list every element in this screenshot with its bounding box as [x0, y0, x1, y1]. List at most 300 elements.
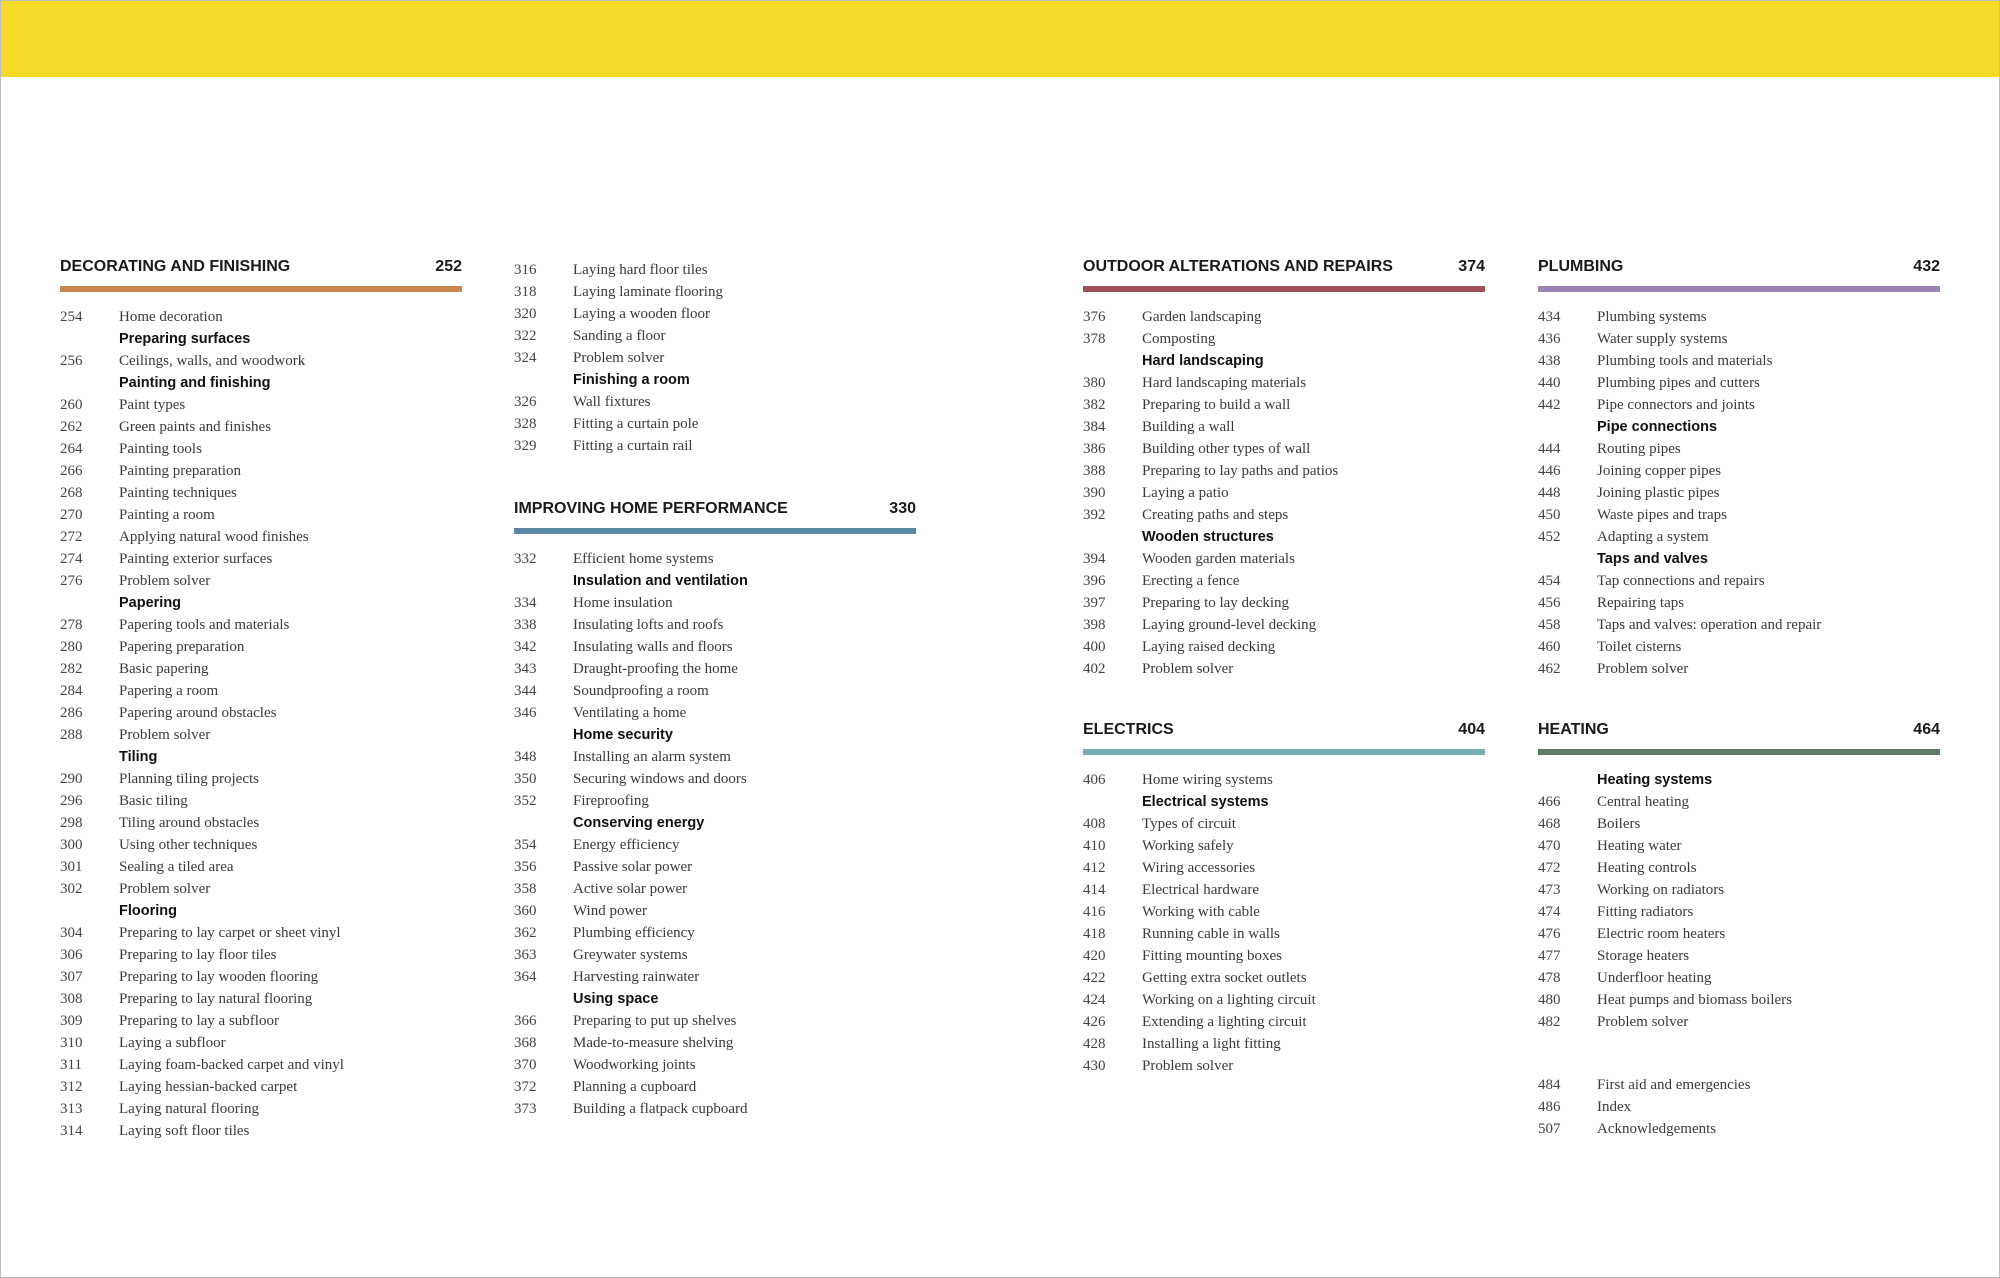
- entry-page-number: 302: [60, 881, 83, 897]
- entry-page-number: 392: [1083, 507, 1106, 523]
- entry-label: Applying natural wood finishes: [119, 529, 309, 545]
- entry-label: Taps and valves: operation and repair: [1597, 617, 1822, 633]
- toc-subheading: [60, 900, 462, 922]
- entry-label: Home decoration: [119, 309, 223, 325]
- entry-label: Preparing to lay wooden flooring: [119, 969, 319, 985]
- entry-label: Preparing to put up shelves: [573, 1013, 737, 1029]
- entry-page-number: 484: [1538, 1077, 1561, 1093]
- toc-entry: [1538, 460, 1940, 482]
- entry-page-number: 370: [514, 1057, 537, 1073]
- toc-entry: [514, 878, 916, 900]
- entry-page-number: 318: [514, 284, 537, 300]
- entry-page-number: 363: [514, 947, 537, 963]
- toc-entry: [1083, 306, 1485, 328]
- toc-entry: [1083, 1055, 1485, 1077]
- entry-label: First aid and emergencies: [1597, 1077, 1751, 1093]
- entry-label: Fitting a curtain pole: [573, 416, 699, 432]
- entry-label: Installing a light fitting: [1142, 1036, 1281, 1052]
- entry-label: Tiling around obstacles: [119, 815, 260, 831]
- entry-page-number: 306: [60, 947, 83, 963]
- entry-page-number: 384: [1083, 419, 1106, 435]
- entry-page-number: 460: [1538, 639, 1561, 655]
- entry-page-number: 400: [1083, 639, 1106, 655]
- toc-entry: [1538, 526, 1940, 548]
- entry-page-number: 458: [1538, 617, 1561, 633]
- section-header: [1538, 258, 1940, 280]
- toc-entry: [514, 834, 916, 856]
- section-rule: [1538, 286, 1940, 292]
- toc-entry: [60, 856, 462, 878]
- entry-page-number: 474: [1538, 904, 1561, 920]
- entry-page-number: 276: [60, 573, 83, 589]
- toc-subheading: [60, 592, 462, 614]
- section-decorating-continued: [514, 259, 916, 457]
- entry-page-number: 354: [514, 837, 537, 853]
- entry-label: Joining copper pipes: [1597, 463, 1722, 479]
- entry-label: Preparing to build a wall: [1142, 397, 1291, 413]
- section-page-number: 464: [1913, 721, 1940, 738]
- entry-label: Problem solver: [1597, 1014, 1689, 1030]
- toc-entry: [60, 1010, 462, 1032]
- entry-label: Sealing a tiled area: [119, 859, 234, 875]
- section-title: IMPROVING HOME PERFORMANCE: [514, 500, 788, 517]
- entry-label: Preparing to lay carpet or sheet vinyl: [119, 925, 341, 941]
- toc-entry: [60, 922, 462, 944]
- entry-page-number: 311: [60, 1057, 82, 1073]
- entry-page-number: 256: [60, 353, 83, 369]
- entry-page-number: 343: [514, 661, 537, 677]
- entry-label: Laying a patio: [1142, 485, 1229, 501]
- section-plumbing: [1538, 258, 1940, 680]
- toc-entry: [1083, 394, 1485, 416]
- toc-entry: [60, 570, 462, 592]
- section-page-number: 404: [1458, 721, 1485, 738]
- toc-entry: [1538, 967, 1940, 989]
- entry-page-number: 342: [514, 639, 537, 655]
- entry-label: Painting exterior surfaces: [119, 551, 273, 567]
- subheading-label: Finishing a room: [573, 372, 690, 388]
- toc-entry: [514, 259, 916, 281]
- entry-label: Basic tiling: [119, 793, 188, 809]
- toc-subheading: [514, 812, 916, 834]
- entry-label: Papering around obstacles: [119, 705, 277, 721]
- section-rule: [1538, 749, 1940, 755]
- entry-page-number: 350: [514, 771, 537, 787]
- entry-page-number: 334: [514, 595, 537, 611]
- entry-page-number: 442: [1538, 397, 1561, 413]
- entry-page-number: 373: [514, 1101, 537, 1117]
- entry-label: Extending a lighting circuit: [1142, 1014, 1307, 1030]
- entry-page-number: 466: [1538, 794, 1561, 810]
- toc-entry: [1083, 614, 1485, 636]
- entry-page-number: 280: [60, 639, 83, 655]
- entry-page-number: 286: [60, 705, 83, 721]
- entry-page-number: 328: [514, 416, 537, 432]
- entry-label: Central heating: [1597, 794, 1690, 810]
- toc-subheading: [514, 988, 916, 1010]
- toc-entry: [514, 856, 916, 878]
- entry-page-number: 312: [60, 1079, 83, 1095]
- entry-label: Garden landscaping: [1142, 309, 1262, 325]
- section-title: OUTDOOR ALTERATIONS AND REPAIRS: [1083, 258, 1393, 275]
- subheading-label: Tiling: [119, 749, 158, 765]
- section-rule: [60, 286, 462, 292]
- section-page-number: 374: [1458, 258, 1485, 275]
- entry-label: Fitting mounting boxes: [1142, 948, 1283, 964]
- entry-label: Paint types: [119, 397, 186, 413]
- toc-entry: [514, 548, 916, 570]
- entry-label: Types of circuit: [1142, 816, 1236, 832]
- section-rule: [1083, 286, 1485, 292]
- toc-entry: [60, 834, 462, 856]
- entry-page-number: 398: [1083, 617, 1106, 633]
- section-header: [1538, 721, 1940, 743]
- toc-entry: [1083, 592, 1485, 614]
- entry-list: [1083, 306, 1485, 680]
- entry-label: Electrical hardware: [1142, 882, 1260, 898]
- entry-page-number: 440: [1538, 375, 1561, 391]
- entry-label: Using other techniques: [119, 837, 258, 853]
- entry-label: Greywater systems: [573, 947, 688, 963]
- toc-entry: [1538, 372, 1940, 394]
- entry-label: Building other types of wall: [1142, 441, 1311, 457]
- entry-page-number: 446: [1538, 463, 1561, 479]
- section-outdoor: [1083, 258, 1485, 680]
- toc-entry: [1538, 1074, 1940, 1096]
- toc-entry: [1083, 504, 1485, 526]
- entry-page-number: 406: [1083, 772, 1106, 788]
- entry-list: [1538, 1074, 1940, 1140]
- toc-entry: [60, 680, 462, 702]
- toc-entry: [60, 614, 462, 636]
- toc-entry: [1083, 945, 1485, 967]
- entry-label: Made-to-measure shelving: [573, 1035, 734, 1051]
- entry-page-number: 338: [514, 617, 537, 633]
- toc-entry: [60, 768, 462, 790]
- entry-label: Laying hard floor tiles: [573, 262, 708, 278]
- entry-page-number: 412: [1083, 860, 1106, 876]
- toc-entry: [60, 1076, 462, 1098]
- entry-page-number: 473: [1538, 882, 1561, 898]
- toc-entry: [1538, 835, 1940, 857]
- entry-label: Installing an alarm system: [573, 749, 731, 765]
- entry-page-number: 372: [514, 1079, 537, 1095]
- toc-entry: [60, 878, 462, 900]
- section-electrics: [1083, 721, 1485, 1077]
- toc-entry: [1538, 482, 1940, 504]
- toc-entry: [514, 391, 916, 413]
- entry-page-number: 480: [1538, 992, 1561, 1008]
- toc-entry: [1083, 328, 1485, 350]
- entry-page-number: 264: [60, 441, 83, 457]
- entry-label: Insulating walls and floors: [573, 639, 733, 655]
- entry-label: Ventilating a home: [573, 705, 687, 721]
- toc-entry: [1083, 923, 1485, 945]
- toc-subheading: [1538, 416, 1940, 438]
- toc-entry: [1538, 306, 1940, 328]
- toc-entry: [514, 1032, 916, 1054]
- toc-entry: [1083, 901, 1485, 923]
- entry-page-number: 316: [514, 262, 537, 278]
- entry-label: Working safely: [1142, 838, 1234, 854]
- entry-page-number: 296: [60, 793, 83, 809]
- entry-label: Fitting radiators: [1597, 904, 1694, 920]
- entry-label: Home wiring systems: [1142, 772, 1273, 788]
- entry-label: Laying hessian-backed carpet: [119, 1079, 298, 1095]
- toc-subheading: [514, 369, 916, 391]
- toc-entry: [1083, 835, 1485, 857]
- toc-subheading: [1083, 791, 1485, 813]
- entry-label: Toilet cisterns: [1597, 639, 1682, 655]
- entry-label: Painting techniques: [119, 485, 237, 501]
- subheading-label: Home security: [573, 727, 673, 743]
- entry-label: Working on a lighting circuit: [1142, 992, 1316, 1008]
- subheading-label: Preparing surfaces: [119, 331, 251, 347]
- entry-page-number: 360: [514, 903, 537, 919]
- toc-entry: [514, 1054, 916, 1076]
- entry-label: Active solar power: [573, 881, 688, 897]
- entry-page-number: 507: [1538, 1121, 1561, 1137]
- entry-label: Preparing to lay decking: [1142, 595, 1290, 611]
- entry-page-number: 410: [1083, 838, 1106, 854]
- entry-label: Heat pumps and biomass boilers: [1597, 992, 1792, 1008]
- entry-page-number: 348: [514, 749, 537, 765]
- entry-page-number: 304: [60, 925, 83, 941]
- entry-label: Plumbing pipes and cutters: [1597, 375, 1760, 391]
- subheading-label: Taps and valves: [1597, 551, 1708, 567]
- entry-label: Home insulation: [573, 595, 673, 611]
- entry-page-number: 424: [1083, 992, 1106, 1008]
- entry-label: Laying natural flooring: [119, 1101, 259, 1117]
- entry-page-number: 329: [514, 438, 537, 454]
- section-page-number: 252: [435, 258, 462, 275]
- entry-page-number: 416: [1083, 904, 1106, 920]
- toc-entry: [60, 548, 462, 570]
- entry-label: Wooden garden materials: [1142, 551, 1295, 567]
- entry-page-number: 468: [1538, 816, 1561, 832]
- toc-entry: [514, 944, 916, 966]
- entry-label: Laying foam-backed carpet and vinyl: [119, 1057, 344, 1073]
- toc-entry: [60, 966, 462, 988]
- entry-page-number: 450: [1538, 507, 1561, 523]
- toc-entry: [60, 1098, 462, 1120]
- entry-label: Getting extra socket outlets: [1142, 970, 1307, 986]
- toc-entry: [1538, 1096, 1940, 1118]
- toc-entry: [514, 702, 916, 724]
- entry-page-number: 478: [1538, 970, 1561, 986]
- entry-page-number: 396: [1083, 573, 1106, 589]
- section-header: [514, 500, 916, 522]
- entry-label: Repairing taps: [1597, 595, 1685, 611]
- toc-entry: [514, 658, 916, 680]
- toc-entry: [1538, 592, 1940, 614]
- subheading-label: Wooden structures: [1142, 529, 1274, 545]
- entry-page-number: 470: [1538, 838, 1561, 854]
- entry-label: Acknowledgements: [1597, 1121, 1717, 1137]
- subheading-label: Conserving energy: [573, 815, 705, 831]
- section-header: [1083, 258, 1485, 280]
- subheading-label: Painting and finishing: [119, 375, 271, 391]
- entry-page-number: 397: [1083, 595, 1106, 611]
- entry-page-number: 382: [1083, 397, 1106, 413]
- entry-page-number: 266: [60, 463, 83, 479]
- toc-entry: [60, 460, 462, 482]
- toc-entry: [1538, 1011, 1940, 1033]
- entry-label: Plumbing efficiency: [573, 925, 695, 941]
- entry-page-number: 288: [60, 727, 83, 743]
- entry-page-number: 322: [514, 328, 537, 344]
- toc-entry: [1083, 769, 1485, 791]
- toc-entry: [514, 347, 916, 369]
- subheading-label: Papering: [119, 595, 182, 611]
- entry-label: Heating water: [1597, 838, 1682, 854]
- entry-page-number: 438: [1538, 353, 1561, 369]
- entry-page-number: 454: [1538, 573, 1561, 589]
- entry-page-number: 418: [1083, 926, 1106, 942]
- entry-label: Underfloor heating: [1597, 970, 1712, 986]
- entry-page-number: 272: [60, 529, 83, 545]
- toc-entry: [1083, 482, 1485, 504]
- toc-entry: [1538, 813, 1940, 835]
- entry-label: Heating controls: [1597, 860, 1697, 876]
- entry-page-number: 298: [60, 815, 83, 831]
- toc-entry: [60, 658, 462, 680]
- entry-page-number: 352: [514, 793, 537, 809]
- entry-page-number: 430: [1083, 1058, 1106, 1074]
- entry-page-number: 268: [60, 485, 83, 501]
- entry-label: Planning a cupboard: [573, 1079, 697, 1095]
- subheading-label: Hard landscaping: [1142, 353, 1264, 369]
- entry-page-number: 309: [60, 1013, 83, 1029]
- entry-label: Planning tiling projects: [119, 771, 259, 787]
- entry-page-number: 428: [1083, 1036, 1106, 1052]
- toc-entry: [514, 1098, 916, 1120]
- toc-entry: [1538, 438, 1940, 460]
- entry-label: Preparing to lay paths and patios: [1142, 463, 1339, 479]
- toc-entry: [60, 724, 462, 746]
- entry-label: Wiring accessories: [1142, 860, 1256, 876]
- toc-entry: [60, 1054, 462, 1076]
- entry-page-number: 390: [1083, 485, 1106, 501]
- toc-entry: [514, 592, 916, 614]
- toc-entry: [1538, 636, 1940, 658]
- entry-page-number: 378: [1083, 331, 1106, 347]
- entry-label: Sanding a floor: [573, 328, 666, 344]
- toc-entry: [60, 1120, 462, 1142]
- entry-page-number: 380: [1083, 375, 1106, 391]
- entry-label: Electric room heaters: [1597, 926, 1726, 942]
- entry-page-number: 426: [1083, 1014, 1106, 1030]
- entry-label: Creating paths and steps: [1142, 507, 1289, 523]
- toc-entry: [514, 790, 916, 812]
- toc-subheading: [514, 724, 916, 746]
- toc-entry: [1083, 1033, 1485, 1055]
- toc-entry: [1083, 460, 1485, 482]
- entry-list: [514, 548, 916, 1120]
- toc-entry: [60, 350, 462, 372]
- toc-entry: [1083, 548, 1485, 570]
- entry-label: Papering a room: [119, 683, 219, 699]
- entry-page-number: 310: [60, 1035, 83, 1051]
- entry-page-number: 290: [60, 771, 83, 787]
- toc-entry: [60, 1032, 462, 1054]
- entry-page-number: 301: [60, 859, 83, 875]
- entry-page-number: 444: [1538, 441, 1561, 457]
- entry-page-number: 308: [60, 991, 83, 1007]
- entry-page-number: 456: [1538, 595, 1561, 611]
- toc-entry: [1083, 372, 1485, 394]
- entry-page-number: 307: [60, 969, 83, 985]
- toc-entry: [514, 900, 916, 922]
- toc-entry: [60, 438, 462, 460]
- toc-entry: [1083, 813, 1485, 835]
- section-endmatter: [1538, 1074, 1940, 1140]
- entry-label: Fitting a curtain rail: [573, 438, 693, 454]
- entry-page-number: 358: [514, 881, 537, 897]
- entry-list: [1538, 769, 1940, 1033]
- entry-page-number: 282: [60, 661, 83, 677]
- entry-page-number: 332: [514, 551, 537, 567]
- toc-entry: [1083, 438, 1485, 460]
- entry-label: Building a wall: [1142, 419, 1235, 435]
- toc-entry: [60, 702, 462, 724]
- entry-page-number: 448: [1538, 485, 1561, 501]
- entry-label: Preparing to lay natural flooring: [119, 991, 313, 1007]
- toc-entry: [1083, 879, 1485, 901]
- entry-label: Building a flatpack cupboard: [573, 1101, 748, 1117]
- entry-page-number: 326: [514, 394, 537, 410]
- entry-label: Harvesting rainwater: [573, 969, 700, 985]
- toc-entry: [514, 746, 916, 768]
- entry-label: Laying a subfloor: [119, 1035, 226, 1051]
- toc-entry: [1538, 1118, 1940, 1140]
- toc-entry: [1083, 570, 1485, 592]
- entry-label: Running cable in walls: [1142, 926, 1280, 942]
- section-title: DECORATING AND FINISHING: [60, 258, 291, 275]
- entry-page-number: 254: [60, 309, 83, 325]
- entry-label: Pipe connectors and joints: [1597, 397, 1755, 413]
- entry-label: Problem solver: [1597, 661, 1689, 677]
- entry-label: Laying raised decking: [1142, 639, 1276, 655]
- toc-entry: [514, 768, 916, 790]
- toc-entry: [514, 325, 916, 347]
- entry-page-number: 356: [514, 859, 537, 875]
- entry-page-number: 472: [1538, 860, 1561, 876]
- entry-label: Woodworking joints: [573, 1057, 696, 1073]
- entry-label: Efficient home systems: [573, 551, 714, 567]
- entry-page-number: 262: [60, 419, 83, 435]
- entry-page-number: 414: [1083, 882, 1106, 898]
- toc-entry: [1083, 967, 1485, 989]
- toc-entry: [1083, 658, 1485, 680]
- toc-entry: [1538, 394, 1940, 416]
- entry-label: Ceilings, walls, and woodwork: [119, 353, 306, 369]
- toc-entry: [514, 435, 916, 457]
- entry-page-number: 270: [60, 507, 83, 523]
- entry-list: [514, 259, 916, 457]
- entry-page-number: 274: [60, 551, 83, 567]
- entry-label: Erecting a fence: [1142, 573, 1240, 589]
- entry-label: Green paints and finishes: [119, 419, 272, 435]
- entry-page-number: 324: [514, 350, 537, 366]
- toc-entry: [1538, 923, 1940, 945]
- entry-label: Tap connections and repairs: [1597, 573, 1765, 589]
- entry-label: Laying a wooden floor: [573, 306, 711, 322]
- toc-entry: [60, 504, 462, 526]
- section-heating: [1538, 721, 1940, 1033]
- entry-label: Joining plastic pipes: [1597, 485, 1720, 501]
- entry-label: Painting a room: [119, 507, 215, 523]
